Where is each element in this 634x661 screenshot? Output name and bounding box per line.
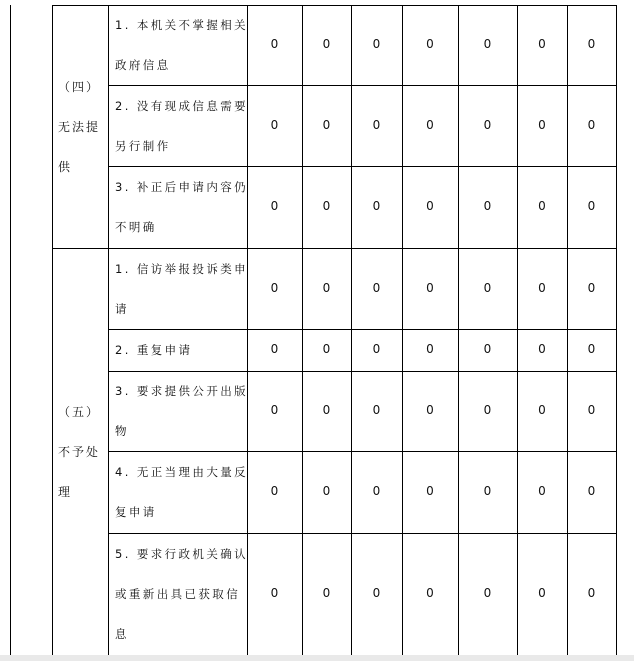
count-cell: 0	[538, 199, 546, 213]
count-cell: 0	[483, 280, 492, 295]
count-cell: 0	[372, 586, 381, 600]
count-cell: 0	[270, 403, 279, 417]
count-cell: 0	[426, 586, 434, 600]
count-cell: 0	[426, 484, 434, 498]
group-label-line: 不予处	[58, 444, 101, 459]
count-cell: 0	[587, 37, 596, 51]
row-label: 3. 要求提供公开出版	[115, 384, 249, 398]
count-cell: 0	[538, 117, 546, 132]
count-cell: 0	[426, 342, 434, 356]
count-cell: 0	[587, 342, 596, 356]
row-label: 物	[115, 424, 129, 438]
row-label: 3. 补正后申请内容仍	[115, 180, 249, 194]
row-label: 或重新出具已获取信	[115, 587, 241, 601]
count-cell: 0	[426, 117, 434, 132]
grid-vline	[351, 5, 352, 655]
count-cell: 0	[483, 199, 492, 213]
row-label: 政府信息	[115, 58, 171, 72]
group-label-line: 无法提	[58, 119, 101, 134]
grid-vline	[616, 5, 617, 655]
count-cell: 0	[587, 199, 596, 213]
grid-vline	[567, 5, 568, 655]
count-cell: 0	[270, 484, 279, 498]
count-cell: 0	[322, 117, 331, 132]
row-label: 请	[115, 301, 129, 316]
count-cell: 0	[587, 403, 596, 417]
count-cell: 0	[538, 280, 546, 295]
count-cell: 0	[372, 117, 381, 132]
group-label-line: 理	[58, 484, 73, 499]
count-cell: 0	[426, 403, 434, 417]
count-cell: 0	[483, 484, 492, 498]
grid-vline	[10, 5, 11, 655]
count-cell: 0	[483, 117, 492, 132]
count-cell: 0	[483, 37, 492, 51]
count-cell: 0	[372, 342, 381, 356]
row-label: 5. 要求行政机关确认	[115, 547, 249, 561]
count-cell: 0	[587, 586, 596, 600]
row-label: 不明确	[115, 220, 157, 234]
count-cell: 0	[322, 280, 331, 295]
count-cell: 0	[372, 484, 381, 498]
count-cell: 0	[322, 586, 331, 600]
row-label: 4. 无正当理由大量反	[115, 465, 249, 479]
grid-vline	[108, 5, 109, 655]
grid-vline	[302, 5, 303, 655]
count-cell: 0	[426, 37, 434, 51]
count-cell: 0	[483, 342, 492, 356]
count-cell: 0	[322, 342, 331, 356]
group-label-line: （四）	[58, 79, 101, 94]
count-cell: 0	[587, 484, 596, 498]
count-cell: 0	[270, 586, 279, 600]
grid-vline	[458, 5, 459, 655]
bottom-scroll-strip	[0, 655, 634, 661]
row-label: 1. 本机关不掌握相关	[115, 18, 249, 32]
count-cell: 0	[322, 199, 331, 213]
count-cell: 0	[322, 403, 331, 417]
group-label-line: 供	[58, 159, 73, 174]
count-cell: 0	[538, 342, 546, 356]
count-cell: 0	[587, 280, 596, 295]
count-cell: 0	[426, 199, 434, 213]
count-cell: 0	[270, 199, 279, 213]
grid-vline	[402, 5, 403, 655]
count-cell: 0	[538, 403, 546, 417]
row-label: 息	[115, 627, 129, 641]
count-cell: 0	[483, 586, 492, 600]
count-cell: 0	[372, 403, 381, 417]
count-cell: 0	[372, 199, 381, 213]
row-label: 1. 信访举报投诉类申	[115, 261, 249, 276]
count-cell: 0	[270, 117, 279, 132]
row-label: 2. 重复申请	[115, 343, 193, 357]
count-cell: 0	[270, 342, 279, 356]
count-cell: 0	[322, 37, 331, 51]
count-cell: 0	[538, 586, 546, 600]
count-cell: 0	[322, 484, 331, 498]
row-label: 2. 没有现成信息需要	[115, 98, 249, 113]
count-cell: 0	[270, 280, 279, 295]
count-cell: 0	[538, 37, 546, 51]
row-label: 另行制作	[115, 138, 171, 153]
count-cell: 0	[372, 280, 381, 295]
count-cell: 0	[372, 37, 381, 51]
count-cell: 0	[426, 280, 434, 295]
count-cell: 0	[270, 37, 279, 51]
grid-vline	[517, 5, 518, 655]
count-cell: 0	[538, 484, 546, 498]
row-label: 复申请	[115, 505, 157, 519]
group-label-line: （五）	[58, 404, 101, 419]
count-cell: 0	[483, 403, 492, 417]
count-cell: 0	[587, 117, 596, 132]
grid-vline	[52, 5, 53, 655]
